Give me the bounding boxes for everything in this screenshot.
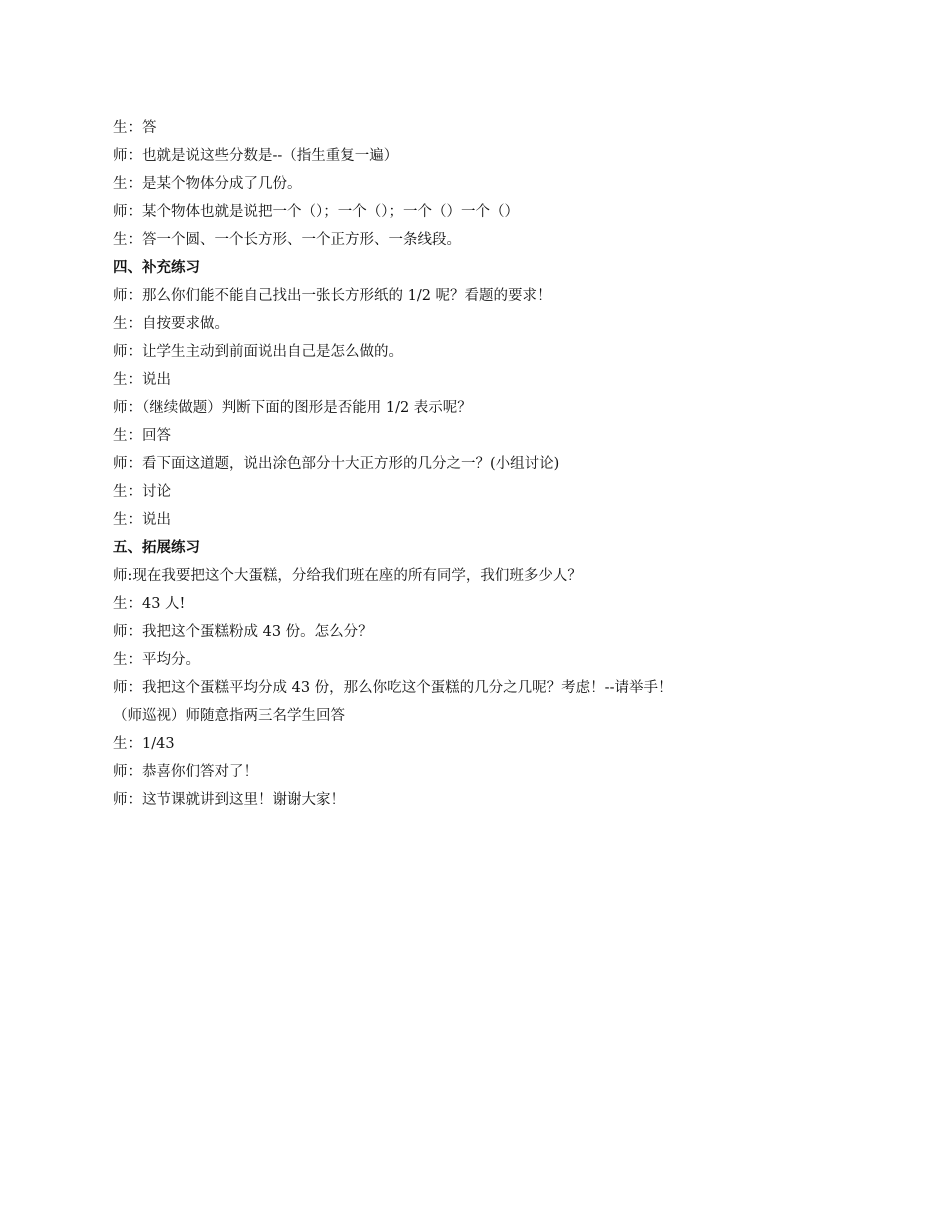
dialogue-line: 师：看下面这道题，说出涂色部分十大正方形的几分之一？(小组讨论) bbox=[113, 456, 560, 472]
document-body bbox=[113, 114, 853, 814]
section-heading: 五、拓展练习 bbox=[113, 540, 200, 556]
dialogue-line: 师：让学生主动到前面说出自己是怎么做的。 bbox=[113, 344, 403, 360]
dialogue-line: 生：是某个物体分成了几份。 bbox=[113, 176, 302, 192]
dialogue-line: 师：某个物体也就是说把一个（）；一个（）；一个（）一个（） bbox=[113, 204, 519, 220]
dialogue-line: 生：自按要求做。 bbox=[113, 316, 229, 332]
dialogue-line: 生：回答 bbox=[113, 428, 171, 444]
dialogue-line: 生：43 人! bbox=[113, 596, 186, 612]
dialogue-line: 师：这节课就讲到这里！谢谢大家！ bbox=[113, 792, 345, 808]
dialogue-line: 生：平均分。 bbox=[113, 652, 200, 668]
dialogue-line: 生：说出 bbox=[113, 512, 171, 528]
dialogue-line: 生：讨论 bbox=[113, 484, 171, 500]
dialogue-line: 师:现在我要把这个大蛋糕，分给我们班在座的所有同学，我们班多少人？ bbox=[113, 568, 582, 584]
section-heading: 四、补充练习 bbox=[113, 260, 200, 276]
dialogue-line: 生：1/43 bbox=[113, 736, 175, 752]
dialogue-line: 师：我把这个蛋糕平均分成 43 份，那么你吃这个蛋糕的几分之几呢？考虑！--请举手！ bbox=[113, 680, 673, 696]
dialogue-line: 师：那么你们能不能自己找出一张长方形纸的 1/2 呢？看题的要求！ bbox=[113, 288, 552, 304]
dialogue-line: 师：（继续做题）判断下面的图形是否能用 1/2 表示呢？ bbox=[113, 400, 472, 416]
dialogue-line: 生：答 bbox=[113, 120, 157, 136]
dialogue-line: 师：恭喜你们答对了！ bbox=[113, 764, 258, 780]
dialogue-line: 师：也就是说这些分数是--（指生重复一遍） bbox=[113, 148, 399, 164]
dialogue-line: （师巡视）师随意指两三名学生回答 bbox=[113, 708, 345, 724]
dialogue-line: 生：答一个圆、一个长方形、一个正方形、一条线段。 bbox=[113, 232, 461, 248]
dialogue-line: 师：我把这个蛋糕粉成 43 份。怎么分？ bbox=[113, 624, 373, 640]
dialogue-line: 生：说出 bbox=[113, 372, 171, 388]
